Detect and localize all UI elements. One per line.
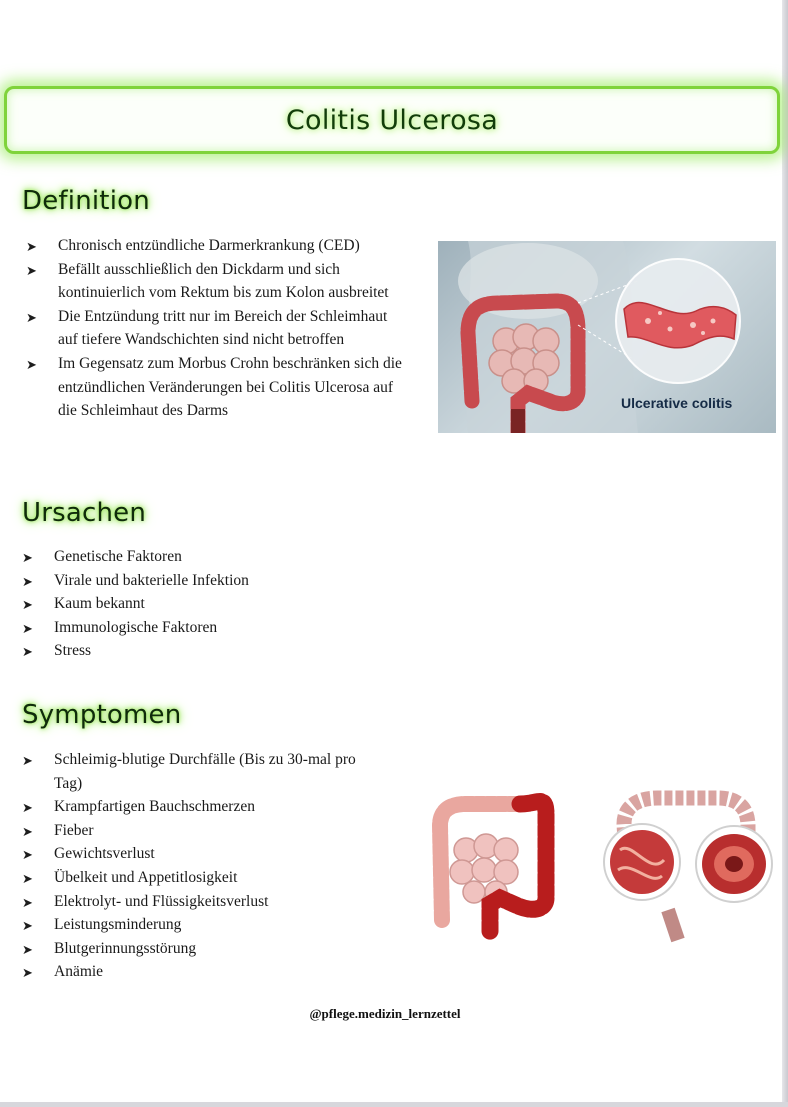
ursachen-heading: Ursachen <box>22 498 147 528</box>
arrow-bullet-icon: ➤ <box>22 574 33 590</box>
page-edge <box>782 0 788 1107</box>
list-item: ➤ Elektrolyt- und Flüssigkeitsverlust <box>22 890 362 914</box>
arrow-bullet-icon: ➤ <box>22 942 33 958</box>
arrow-bullet-icon: ➤ <box>22 801 33 817</box>
list-item: ➤ Gewichtsverlust <box>22 842 362 866</box>
list-item: ➤ Anämie <box>22 960 362 984</box>
list-item: ➤ Übelkeit und Appetitlosigkeit <box>22 866 362 890</box>
list-item: ➤ Kaum bekannt <box>22 592 402 616</box>
arrow-bullet-icon: ➤ <box>26 310 37 326</box>
list-item: ➤ Chronisch entzündliche Darmerkrankung (CED) <box>26 234 406 258</box>
arrow-bullet-icon: ➤ <box>22 895 33 911</box>
arrow-bullet-icon: ➤ <box>22 966 33 982</box>
ulcerative-colitis-image <box>438 241 776 433</box>
ursachen-list <box>22 545 402 663</box>
list-item: ➤ Schleimig-blutige Durchfälle (Bis zu 30-mal pro Tag) <box>22 751 356 792</box>
list-item: ➤ Blutgerinnungsstörung <box>22 937 362 961</box>
arrow-bullet-icon: ➤ <box>26 240 37 255</box>
arrow-bullet-icon: ➤ <box>26 263 37 279</box>
definition-list <box>26 234 406 423</box>
symptome-heading: Symptomen <box>22 700 182 730</box>
arrow-bullet-icon: ➤ <box>22 754 33 769</box>
arrow-bullet-icon: ➤ <box>22 551 33 566</box>
inflamed-colon-illustration <box>428 780 560 940</box>
arrow-bullet-icon: ➤ <box>22 824 33 840</box>
page-bottom-edge <box>0 1102 788 1107</box>
arrow-bullet-icon: ➤ <box>22 621 33 637</box>
list-item: ➤ Krampfartigen Bauchschmerzen <box>22 795 362 819</box>
arrow-bullet-icon: ➤ <box>22 848 33 864</box>
colon-cross-section-illustration <box>598 780 778 945</box>
arrow-bullet-icon: ➤ <box>26 357 37 373</box>
title-banner <box>4 86 780 154</box>
arrow-bullet-icon: ➤ <box>22 645 33 661</box>
list-item: ➤ Leistungsminderung <box>22 913 362 937</box>
list-item: ➤ Befällt ausschließlich den Dickdarm und sich kontinuierlich vom Rektum bis zum Kolon ausbreitet <box>26 260 389 302</box>
list-item: ➤ Fieber <box>22 819 362 843</box>
arrow-bullet-icon: ➤ <box>22 919 33 935</box>
arrow-bullet-icon: ➤ <box>22 871 33 887</box>
list-item: ➤ Immunologische Faktoren <box>22 616 402 640</box>
page-title: Colitis Ulcerosa <box>285 104 499 136</box>
list-item: ➤ Genetische Faktoren <box>22 545 402 569</box>
list-item: ➤ Die Entzündung tritt nur im Bereich der Schleimhaut auf tiefere Wandschichten sind nicht betroffen <box>26 307 388 349</box>
definition-heading: Definition <box>22 186 150 216</box>
symptome-list <box>22 748 362 984</box>
list-item: ➤ Virale und bakterielle Infektion <box>22 569 402 593</box>
arrow-bullet-icon: ➤ <box>22 598 33 614</box>
list-item: ➤ Im Gegensatz zum Morbus Crohn beschränken sich die entzündlichen Veränderungen bei Colitis Ulcerosa auf die Schleimhaut des Darms <box>26 354 402 420</box>
list-item: ➤ Stress <box>22 639 402 663</box>
credit-handle: @pflege.medizin_lernzettel <box>309 1006 461 1021</box>
image-caption: Ulcerative colitis <box>621 395 733 411</box>
